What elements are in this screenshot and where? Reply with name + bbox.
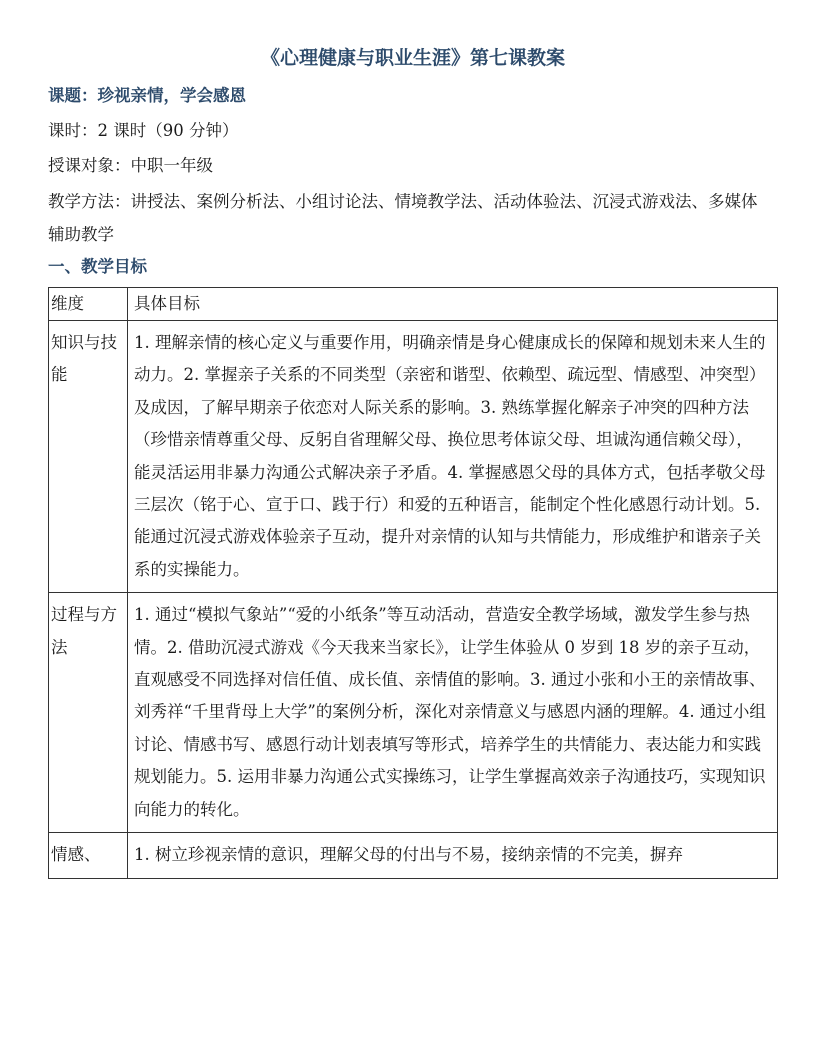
lesson-topic: 课题：珍视亲情，学会感恩 [48, 86, 246, 105]
row-goal: 1. 理解亲情的核心定义与重要作用，明确亲情是身心健康成长的保障和规划未来人生的动力。2. 掌握亲子关系的不同类型（亲密和谐型、依赖型、疏远型、情感型、冲突型）及成因，了解早期亲子依恋对人际关系的影响。3. 熟练掌握化解亲子冲突的四种方法（珍惜亲情尊重父母、反躬自省理解父母、换位思考体谅父母、坦诚沟通信赖父母），能灵活运用非暴力沟通公式解决亲子矛盾。4. 掌握感恩父母的具体方式，包括孝敬父母三层次（铭于心、宣于口、践于行）和爱的五种语言，能制定个性化感恩行动计划。5. 能通过沉浸式游戏体验亲子互动，提升对亲情的认知与共情能力，形成维护和谐亲子关系的实操能力。 [128, 321, 778, 593]
teaching-methods: 教学方法：讲授法、案例分析法、小组讨论法、情境教学法、活动体验法、沉浸式游戏法、多媒体辅助教学 [48, 192, 758, 244]
document-title: 《心理健康与职业生涯》第七课教案 [260, 47, 565, 69]
table-header-row [49, 288, 778, 321]
objectives-table [48, 287, 778, 879]
document-page [48, 44, 778, 879]
row-dimension: 情感、 [49, 833, 128, 878]
header-goal: 具体目标 [128, 288, 778, 321]
row-goal: 1. 树立珍视亲情的意识，理解父母的付出与不易，接纳亲情的不完美，摒弃 [128, 833, 778, 878]
table-row [49, 321, 778, 593]
section-heading-objectives: 一、教学目标 [48, 257, 147, 276]
header-dimension: 维度 [49, 288, 128, 321]
row-dimension: 知识与技能 [49, 321, 128, 593]
table-row [49, 833, 778, 878]
row-goal: 1. 通过“模拟气象站”“爱的小纸条”等互动活动，营造安全教学场域，激发学生参与热情。2. 借助沉浸式游戏《今天我来当家长》，让学生体验从 0 岁到 18 岁的亲子互动，直观感受不同选择对信任值、成长值、亲情值的影响。3. 通过小张和小王的亲情故事、刘秀祥“千里背母上大学”的案例分析，深化对亲情意义与感恩内涵的理解。4. 通过小组讨论、情感书写、感恩行动计划表填写等形式，培养学生的共情能力、表达能力和实践规划能力。5. 运用非暴力沟通公式实操练习，让学生掌握高效亲子沟通技巧，实现知识向能力的转化。 [128, 593, 778, 833]
row-dimension: 过程与方法 [49, 593, 128, 833]
lesson-hours: 课时：2 课时（90 分钟） [48, 121, 239, 140]
lesson-audience: 授课对象：中职一年级 [48, 156, 213, 175]
table-row [49, 593, 778, 833]
